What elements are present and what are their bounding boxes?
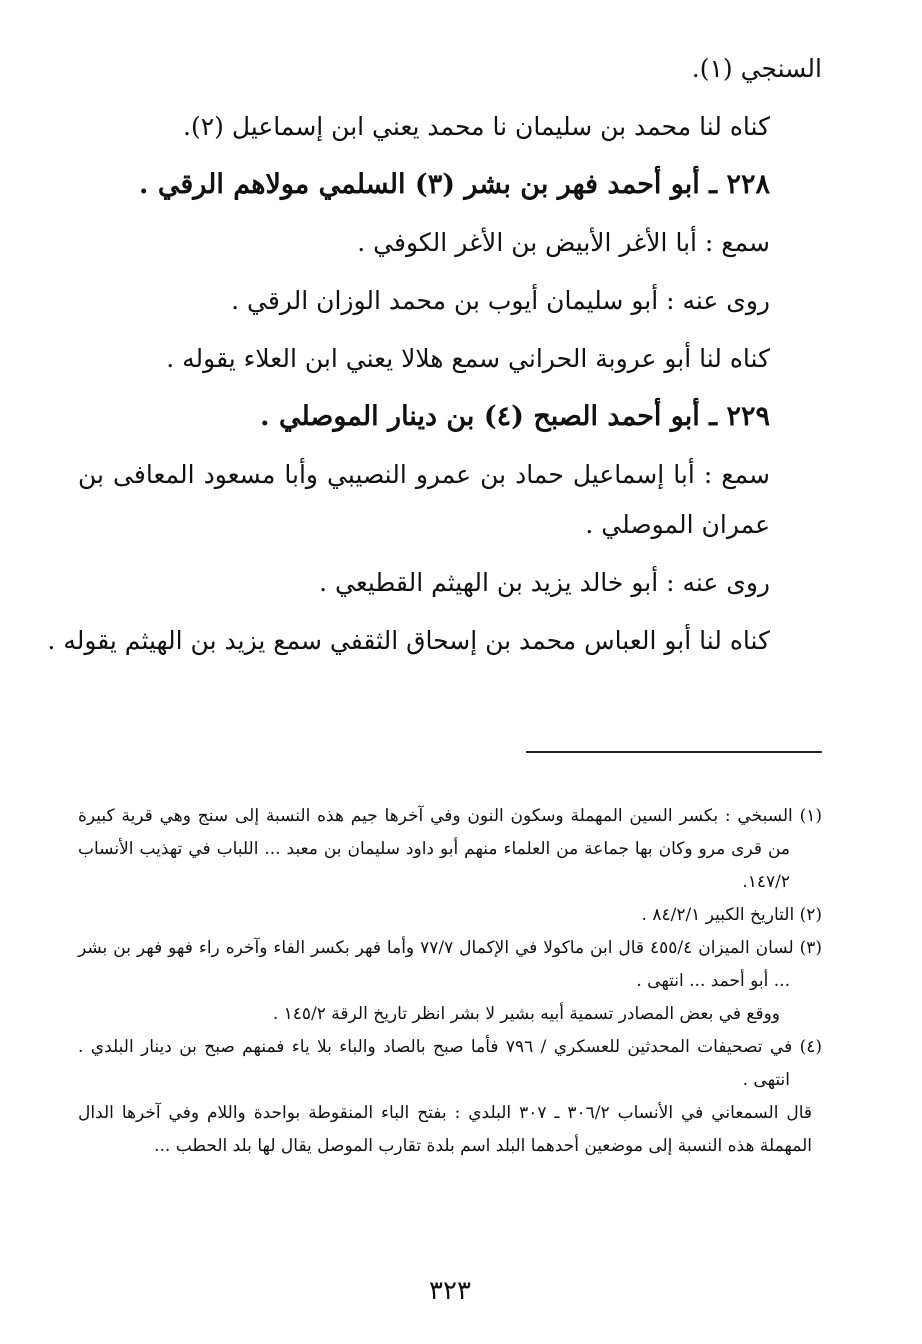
- footnote-3: (٣) لسان الميزان ٤٥٥/٤ قال ابن ماكولا في الإكمال ٧٧/٧ وأما فهر بكسر الفاء وآخره راء فهو فهر بن بشر ... أبو أحمد ... انتهى .: [78, 938, 822, 991]
- footnote-divider: [526, 751, 822, 753]
- entry-heading-229: ٢٢٩ ـ أبو أحمد الصبح (٤) بن دينار الموصلي .: [260, 401, 770, 432]
- footnote-3-continuation: ووقع في بعض المصادر تسمية أبيه بشير لا بشر انظر تاريخ الرقة ١٤٥/٢ .: [272, 1004, 780, 1024]
- text-line: كناه لنا محمد بن سليمان نا محمد يعني ابن إسماعيل (٢).: [183, 112, 770, 141]
- entry-heading-228: ٢٢٨ ـ أبو أحمد فهر بن بشر (٣) السلمي مولاهم الرقي .: [139, 169, 770, 200]
- text-line: كناه لنا أبو العباس محمد بن إسحاق الثقفي سمع يزيد بن الهيثم يقوله .: [47, 626, 770, 655]
- footnote-2: (٢) التاريخ الكبير ٨٤/٢/١ .: [641, 905, 822, 925]
- footnotes: [78, 800, 822, 1163]
- text-line: السنجي (١).: [691, 54, 822, 83]
- footnote-4-continuation: قال السمعاني في الأنساب ٣٠٦/٢ ـ ٣٠٧ البلدي : بفتح الباء المنقوطة بواحدة واللام وفي آخرها الدال المهملة هذه النسبة إلى موضعين أحدهما البلد اسم بلدة تقارب الموصل يقال لها بلد الحطب ...: [78, 1103, 813, 1156]
- text-line: سمع : أبا الأغر الأبيض بن الأغر الكوفي .: [357, 228, 770, 257]
- text-line: روى عنه : أبو سليمان أيوب بن محمد الوزان الرقي .: [231, 286, 770, 315]
- footnote-1: (١) السبخي : بكسر السين المهملة وسكون النون وفي آخرها جيم هذه النسبة إلى سنج وهي قرية كبيرة من قرى مرو وكان بها جماعة من العلماء منهم أبو داود سليمان بن معبد ... اللباب في تهذيب الأنساب ١٤٧/٢.: [78, 806, 822, 892]
- page-number: ٣٢٣: [429, 1276, 471, 1306]
- book-page: [47, 40, 822, 1330]
- text-line: كناه لنا أبو عروبة الحراني سمع هلالا يعني ابن العلاء يقوله .: [166, 344, 770, 373]
- text-line: روى عنه : أبو خالد يزيد بن الهيثم القطيعي .: [319, 568, 770, 597]
- text-paragraph: سمع : أبا إسماعيل حماد بن عمرو النصيبي وأبا مسعود المعافى بن عمران الموصلي .: [78, 460, 770, 539]
- main-text: [47, 40, 822, 670]
- footnote-4: (٤) في تصحيفات المحدثين للعسكري / ٧٩٦ فأما صبح بالصاد والباء بلا ياء فمنهم صبح بن دينار البلدي . انتهى .: [78, 1037, 822, 1090]
